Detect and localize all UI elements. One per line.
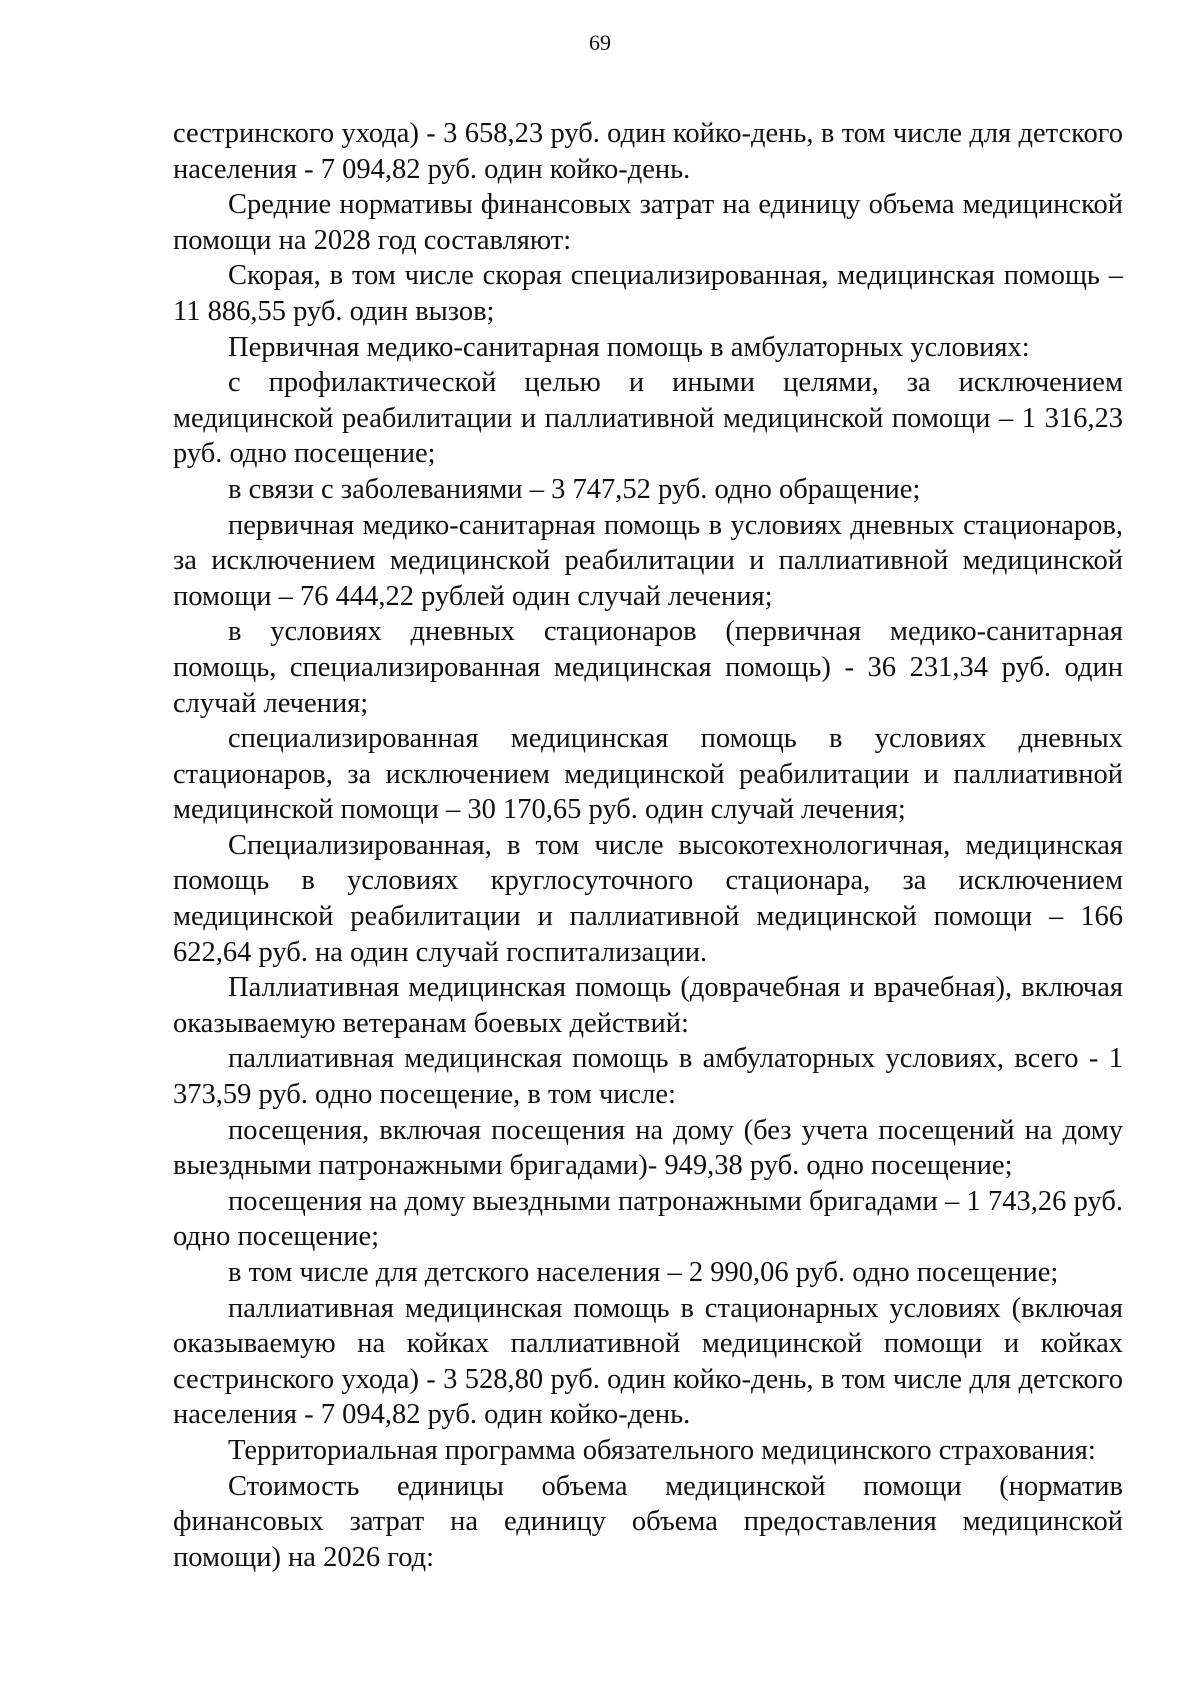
- paragraph-specialized-inpatient: Специализированная, в том числе высокотехнологичная, медицинская помощь в условиях круглосуточного стационара, за исключением медицинской реабилитации и паллиативной медицинской помощи – 166 622,64 руб. на один случай госпитализации.: [173, 829, 1123, 968]
- paragraph-palliative-inpatient: паллиативная медицинская помощь в стационарных условиях (включая оказываемую на койках паллиативной медицинской помощи и койках сестринского ухода) - 3 528,80 руб. один койко-день, в том числе для детского населения - 7 094,82 руб. один койко-день.: [173, 1292, 1123, 1431]
- paragraph-oms-program: Территориальная программа обязательного медицинского страхования:: [228, 1434, 1096, 1466]
- paragraph-continuation: сестринского ухода) - 3 658,23 руб. один койко-день, в том числе для детского населения - 7 094,82 руб. один койко-день.: [173, 118, 1123, 185]
- paragraph-specialized-day-hospital: специализированная медицинская помощь в условиях дневных стационаров, за исключением медицинской реабилитации и паллиативной медицинской помощи – 30 170,65 руб. один случай лечения;: [173, 723, 1123, 826]
- paragraph-palliative-heading: Паллиативная медицинская помощь (доврачебная и врачебная), включая оказываемую ветеранам боевых действий:: [173, 972, 1123, 1039]
- document-body: [173, 116, 1123, 1575]
- paragraph-disease-visits: в связи с заболеваниями – 3 747,52 руб. одно обращение;: [228, 473, 921, 505]
- paragraph-day-hospital: в условиях дневных стационаров (первичная медико-санитарная помощь, специализированная медицинская помощь) - 36 231,34 руб. один случай лечения;: [173, 616, 1123, 719]
- paragraph-cost-2026: Стоимость единицы объема медицинской помощи (норматив финансовых затрат на единицу объема предоставления медицинской помощи) на 2026 год:: [173, 1470, 1123, 1573]
- paragraph-palliative-outpatient: паллиативная медицинская помощь в амбулаторных условиях, всего - 1 373,59 руб. одно посещение, в том числе:: [173, 1043, 1123, 1111]
- page-number: 69: [589, 30, 611, 55]
- paragraph-emergency-care: Скорая, в том числе скорая специализированная, медицинская помощь – 11 886,55 руб. один вызов;: [173, 260, 1123, 327]
- paragraph-primary-care-heading: Первичная медико-санитарная помощь в амбулаторных условиях:: [228, 331, 1030, 363]
- paragraph-preventive-visits: с профилактической целью и иными целями, за исключением медицинской реабилитации и паллиативной медицинской помощи – 1 316,23 руб. одно посещение;: [173, 367, 1123, 470]
- paragraph-intro-2028: Средние нормативы финансовых затрат на единицу объема медицинской помощи на 2028 год составляют:: [173, 189, 1123, 256]
- paragraph-children-visits: в том числе для детского населения – 2 990,06 руб. одно посещение;: [228, 1257, 1059, 1288]
- paragraph-home-visits: посещения на дому выездными патронажными бригадами – 1 743,26 руб. одно посещение;: [173, 1185, 1123, 1253]
- paragraph-palliative-visits: посещения, включая посещения на дому (без учета посещений на дому выездными патронажными бригадами)- 949,38 руб. одно посещение;: [173, 1114, 1123, 1182]
- paragraph-primary-day-hospital: первичная медико-санитарная помощь в условиях дневных стационаров, за исключением медицинской реабилитации и паллиативной медицинской помощи – 76 444,22 рублей один случай лечения;: [173, 509, 1123, 612]
